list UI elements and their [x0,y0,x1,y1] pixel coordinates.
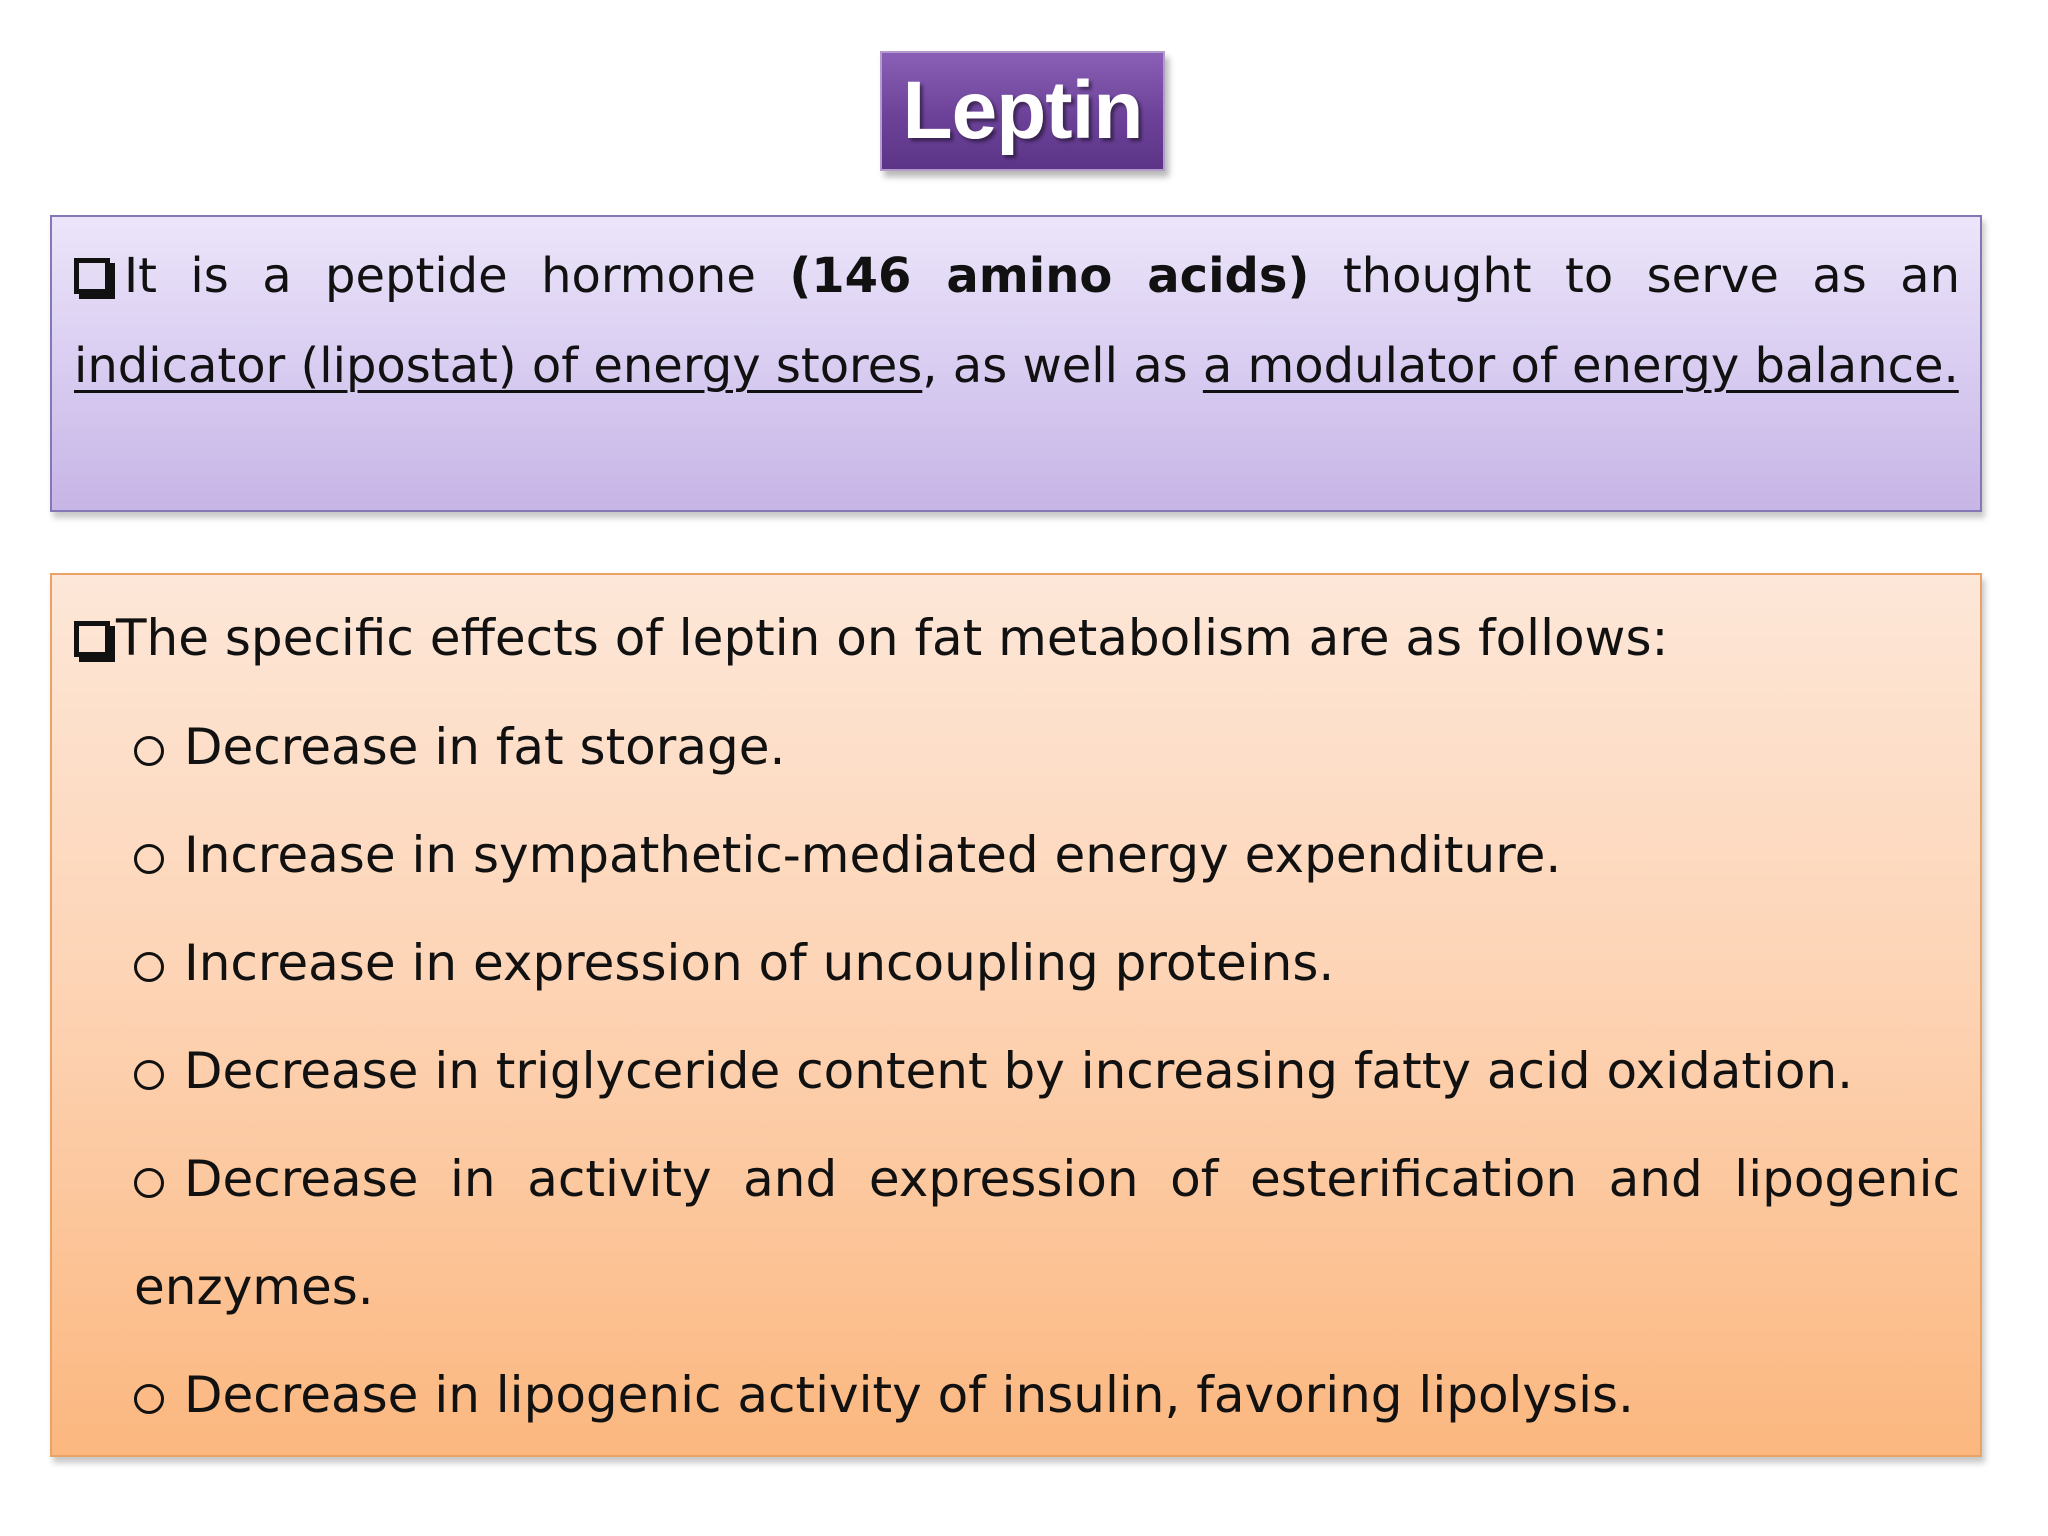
hollow-circle-bullet-icon [134,1060,164,1090]
effects-list-item [134,1017,1960,1125]
effects-heading [74,585,1960,691]
effects-item-text: Increase in expression of uncoupling proteins. [184,934,1335,992]
checkbox-icon [74,621,110,657]
definition-underline-2: a modulator of energy balance. [1202,338,1959,394]
hollow-circle-bullet-icon [134,736,164,766]
effects-list-item [134,1125,1960,1341]
slide-title: Leptin [902,65,1143,156]
definition-part2: thought to serve as an [1309,248,1960,304]
effects-item-text: Decrease in lipogenic activity of insulin, favoring lipolysis. [184,1366,1634,1424]
definition-part3: , as well as [922,338,1203,394]
effects-heading-text: The specific effects of leptin on fat metabolism are as follows: [116,609,1669,667]
definition-text [74,231,1960,411]
effects-item-text: Increase in sympathetic-mediated energy expenditure. [184,826,1562,884]
hollow-circle-bullet-icon [134,844,164,874]
definition-part1: It is a peptide hormone [124,248,790,304]
hollow-circle-bullet-icon [134,1168,164,1198]
effects-list [74,693,1960,1449]
definition-box [50,215,1982,512]
effects-list-item [134,1341,1960,1449]
effects-item-text: Decrease in triglyceride content by increasing fatty acid oxidation. [184,1042,1854,1100]
hollow-circle-bullet-icon [134,1384,164,1414]
checkbox-icon [74,258,110,294]
effects-item-text: Decrease in fat storage. [184,718,786,776]
effects-list-item [134,693,1960,801]
title-box [880,51,1165,171]
definition-bold: (146 amino acids) [789,248,1310,304]
definition-underline-1: indicator (lipostat) of energy stores [74,338,923,394]
effects-box [50,573,1982,1457]
effects-list-item [134,909,1960,1017]
effects-list-item [134,801,1960,909]
effects-item-text: Decrease in activity and expression of esterification and lipogenic enzymes. [134,1150,1960,1316]
hollow-circle-bullet-icon [134,952,164,982]
